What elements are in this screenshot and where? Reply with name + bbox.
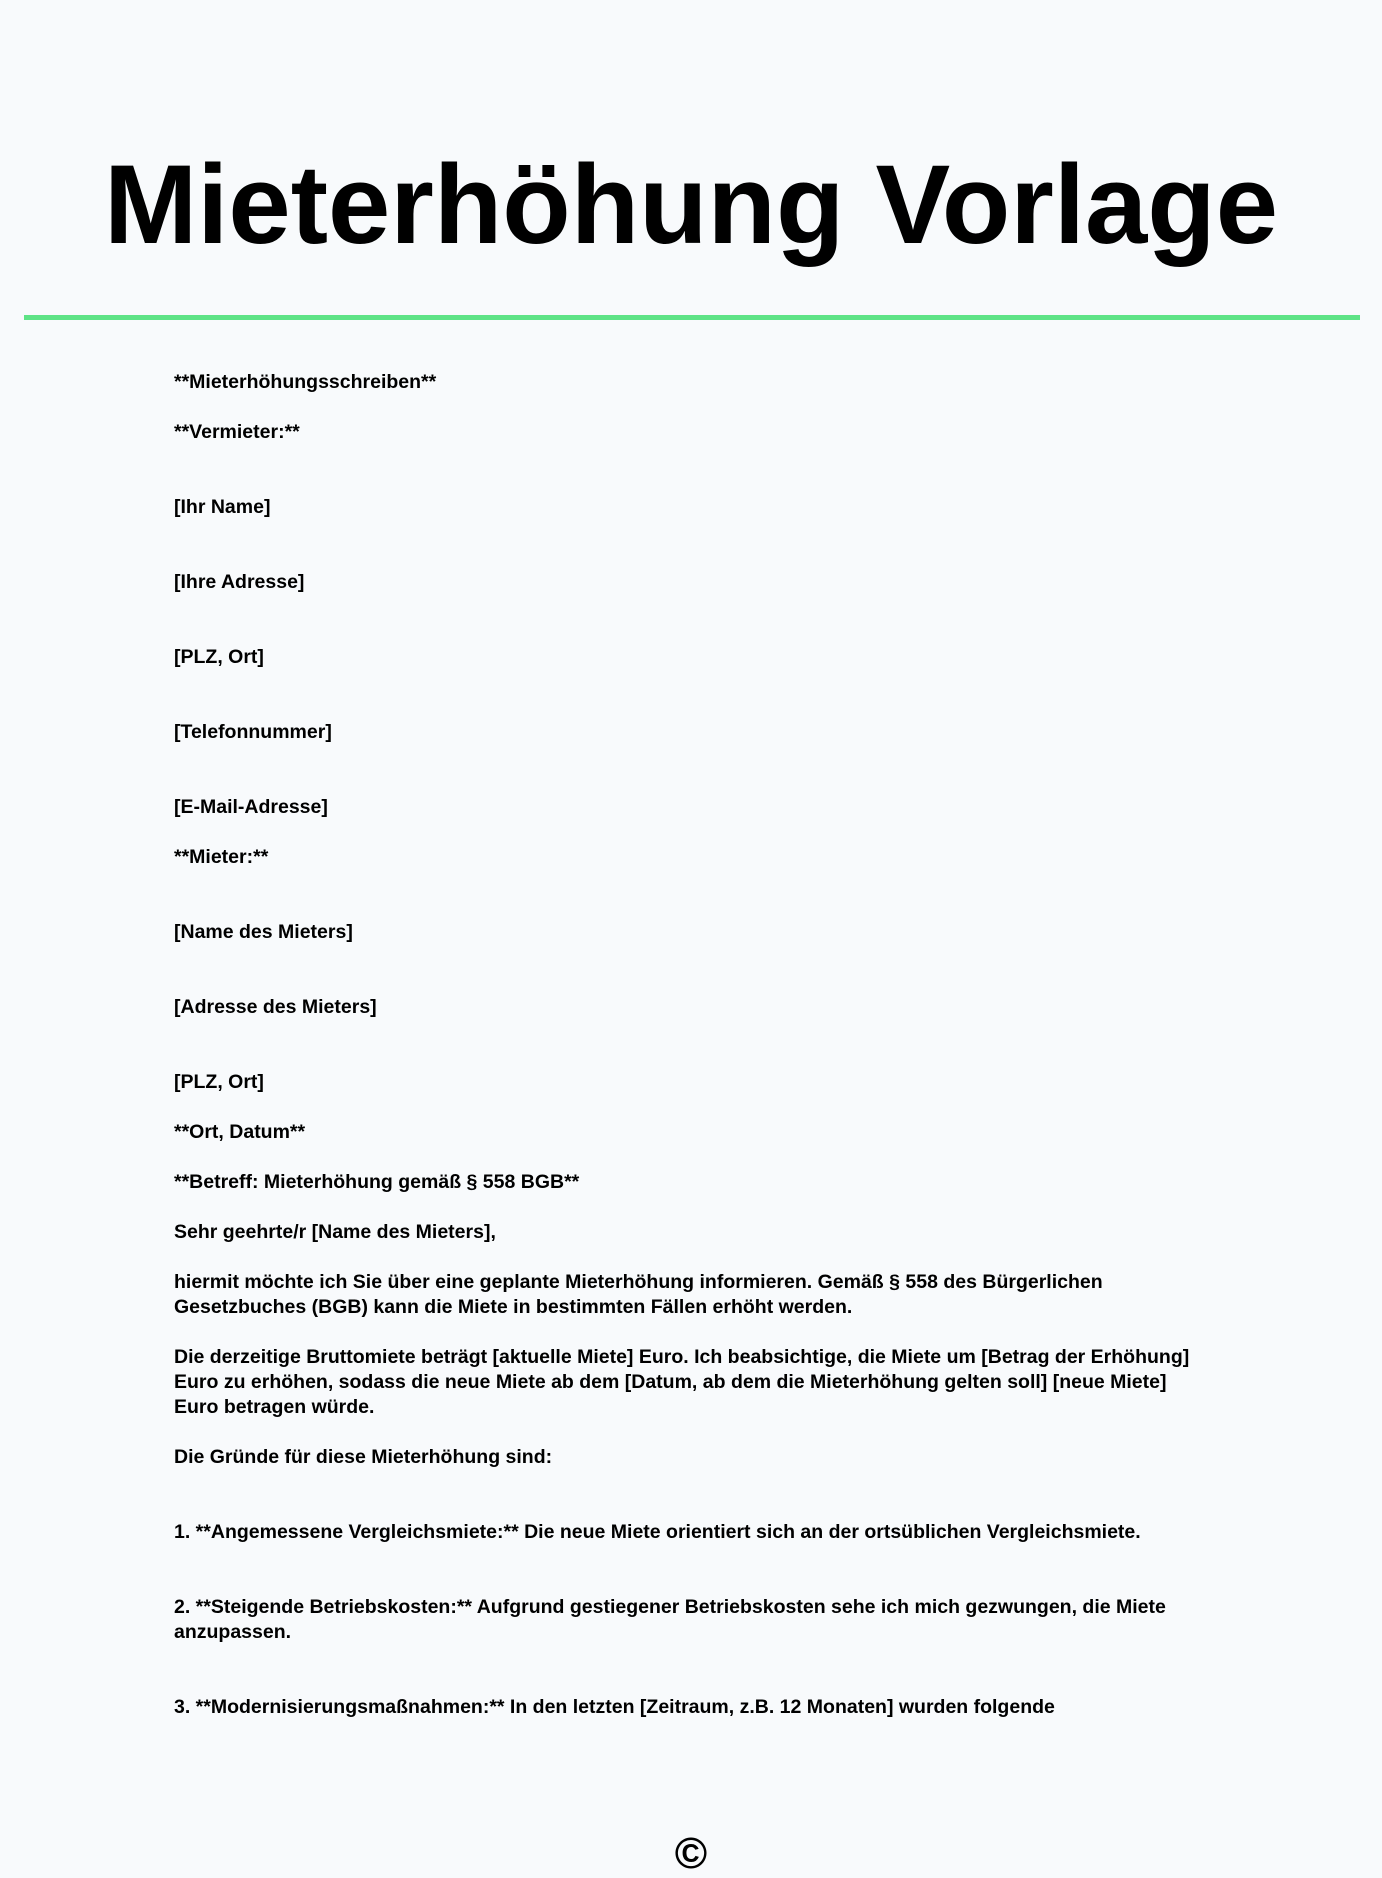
document-header — [0, 0, 1382, 322]
intro-paragraph: hiermit möchte ich Sie über eine geplante Mieterhöhung informieren. Gemäß § 558 des Bürgerlichen Gesetzbuches (BGB) kann die Miete in bestimmten Fällen erhöht werden. — [174, 1271, 1109, 1318]
rent-paragraph: Die derzeitige Bruttomiete beträgt [aktuelle Miete] Euro. Ich beabsichtige, die Miete um [Betrag der Erhöhung] Euro zu erhöhen, sodass die neue Miete ab dem [Datum, ab dem die Mieterhöhung gelten soll] [neue Miete] Euro betragen würde. — [174, 1346, 1195, 1418]
page-title: Mieterhöhung Vorlage — [104, 142, 1278, 267]
reasons-intro: Die Gründe für diese Mieterhöhung sind: — [174, 1446, 553, 1468]
reason-item: 1. **Angemessene Vergleichsmiete:** Die neue Miete orientiert sich an der ortsüblichen Vergleichsmiete. — [174, 1521, 1141, 1543]
tenant-label: **Mieter:** — [174, 846, 269, 868]
tenant-city: [PLZ, Ort] — [174, 1071, 264, 1093]
subject-line: **Betreff: Mieterhöhung gemäß § 558 BGB** — [174, 1171, 580, 1193]
landlord-email: [E-Mail-Adresse] — [174, 796, 328, 818]
tenant-name: [Name des Mieters] — [174, 921, 353, 943]
title-divider — [24, 315, 1360, 320]
landlord-phone: [Telefonnummer] — [174, 721, 332, 743]
reason-item: 3. **Modernisierungsmaßnahmen:** In den letzten [Zeitraum, z.B. 12 Monaten] wurden folgende — [174, 1696, 1055, 1718]
reason-item: 2. **Steigende Betriebskosten:** Aufgrund gestiegener Betriebskosten sehe ich mich gezwungen, die Miete anzupassen. — [174, 1596, 1172, 1643]
salutation: Sehr geehrte/r [Name des Mieters], — [174, 1221, 496, 1243]
landlord-city: [PLZ, Ort] — [174, 646, 264, 668]
letter-heading: **Mieterhöhungsschreiben** — [174, 371, 437, 393]
landlord-address: [Ihre Adresse] — [174, 571, 305, 593]
place-date: **Ort, Datum** — [174, 1121, 306, 1143]
copyright-icon: © — [674, 1829, 708, 1878]
landlord-label: **Vermieter:** — [174, 421, 300, 443]
tenant-address: [Adresse des Mieters] — [174, 996, 377, 1018]
landlord-name: [Ihr Name] — [174, 496, 271, 518]
